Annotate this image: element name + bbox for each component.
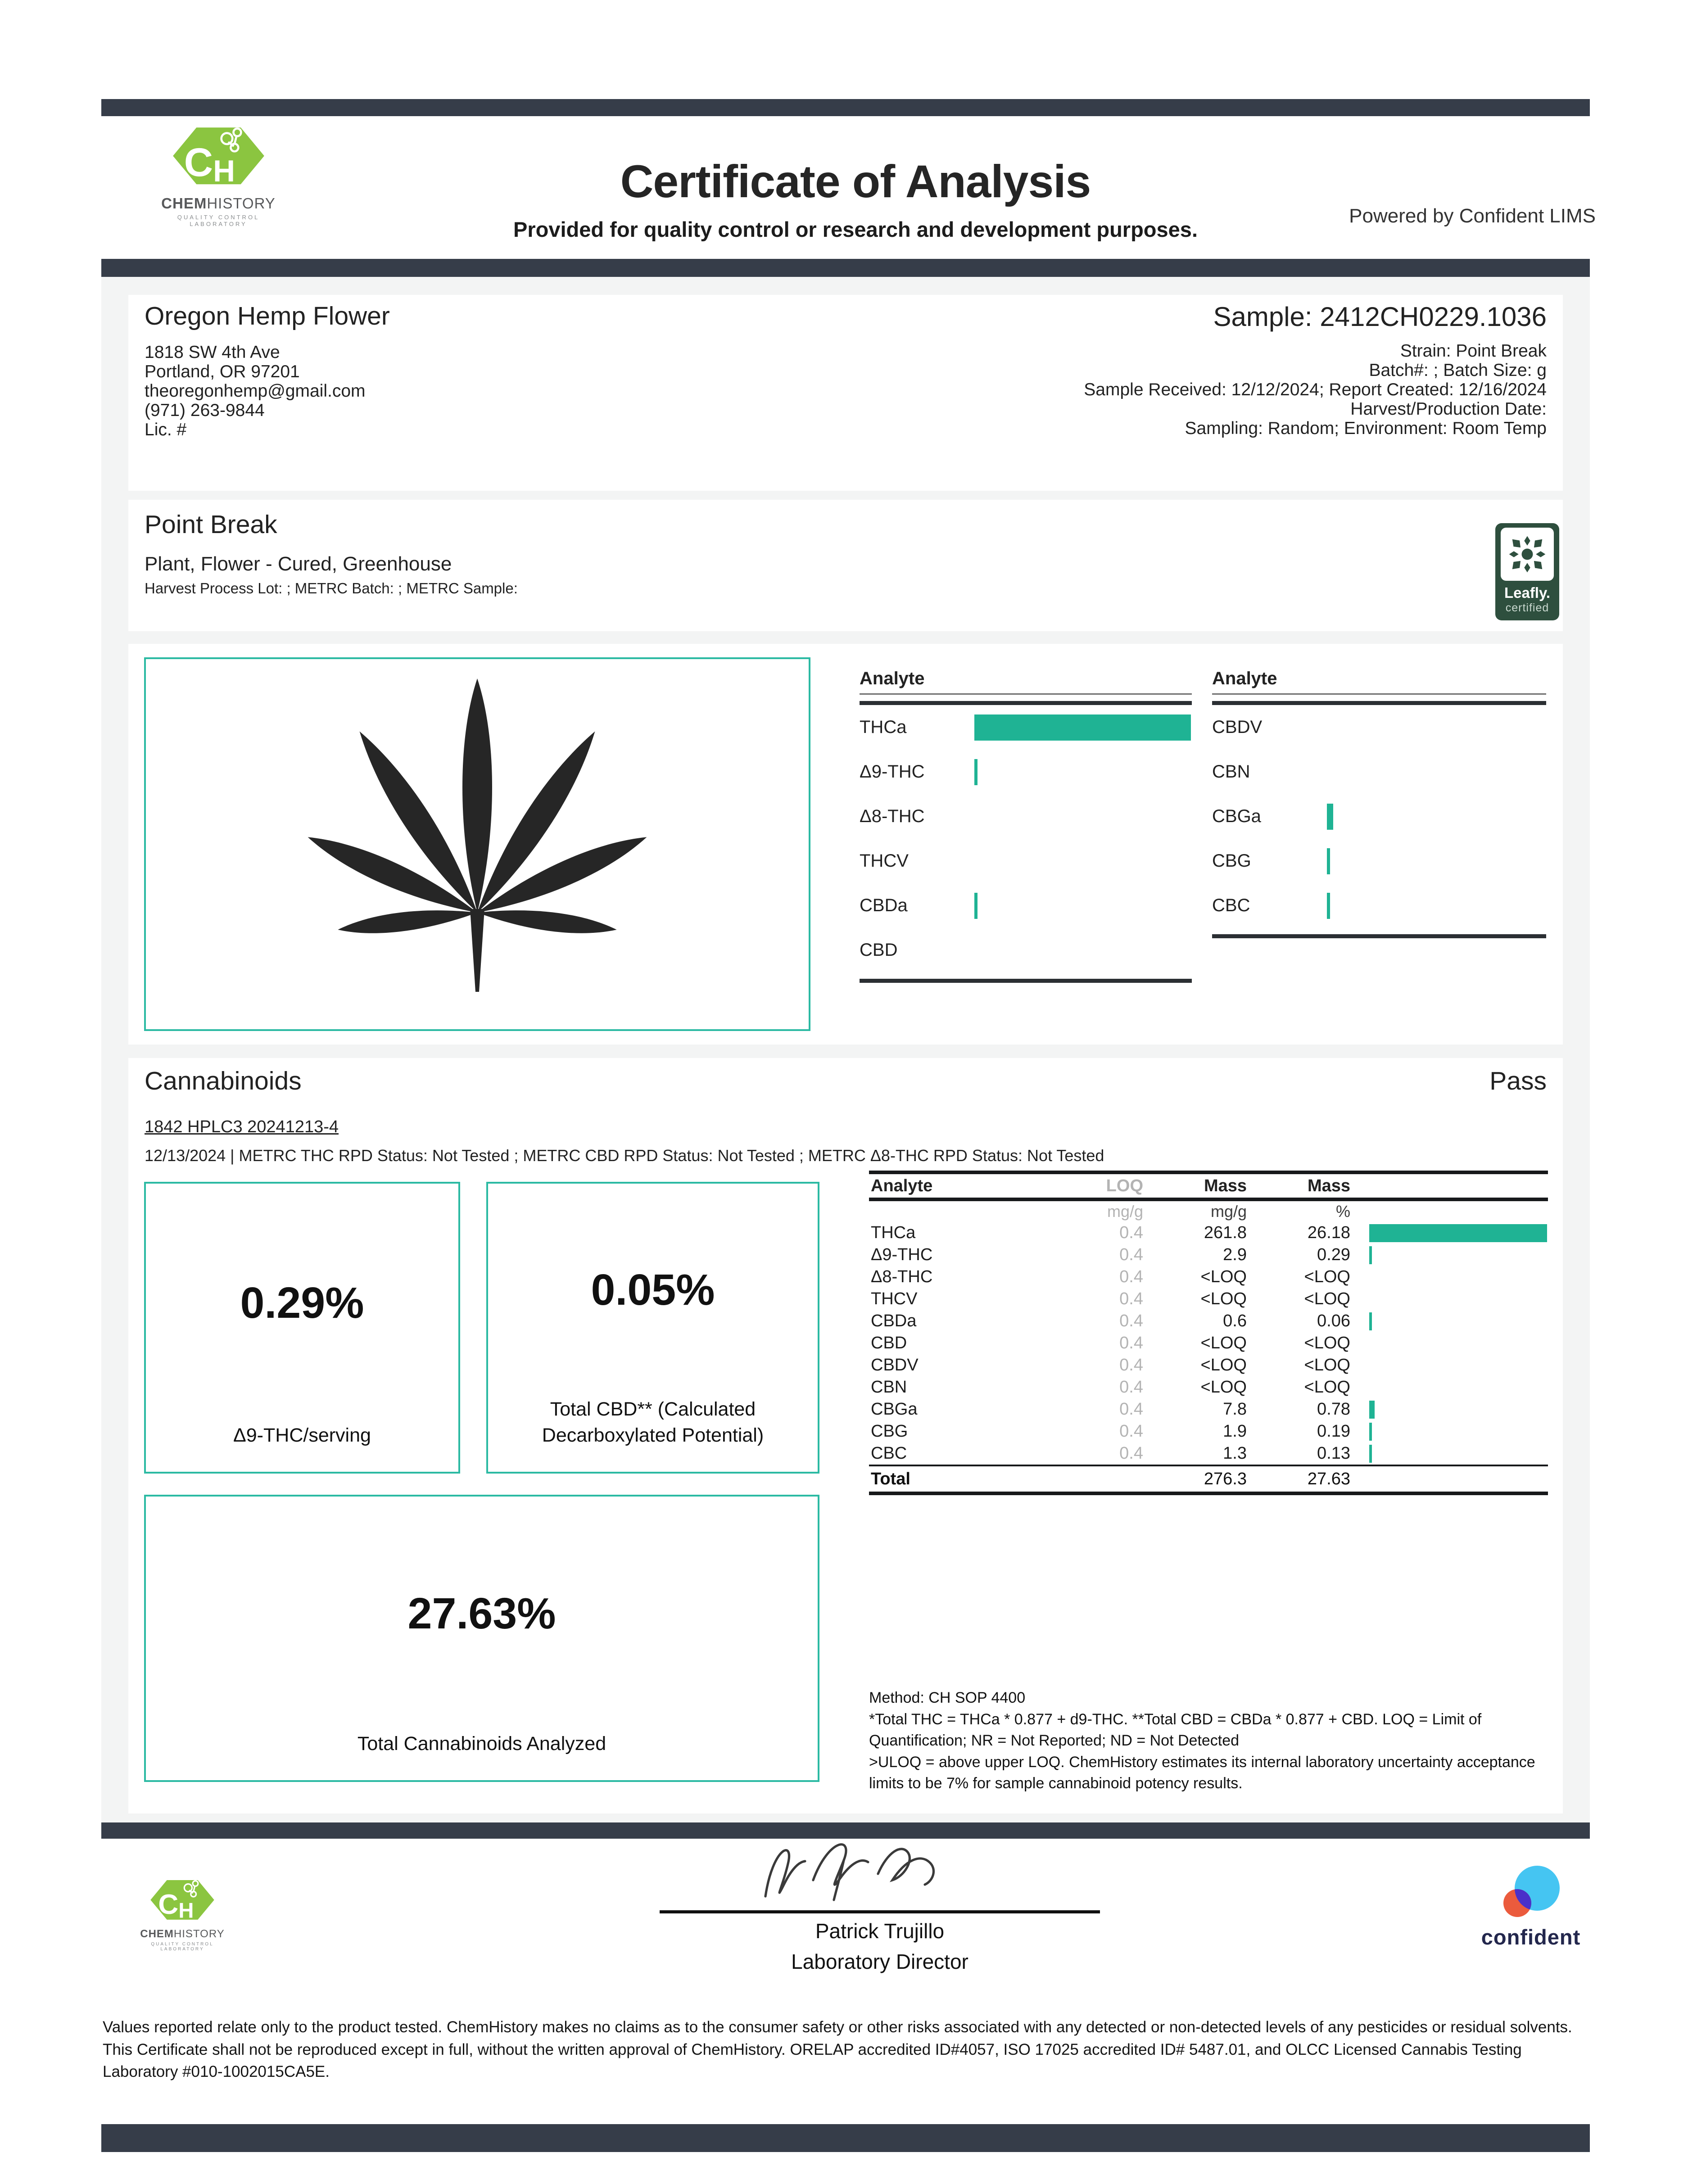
wordmark-rest: HISTORY: [207, 195, 276, 212]
cannabinoid-row: [869, 1376, 1548, 1398]
note-uloq: >ULOQ = above upper LOQ. ChemHistory estimates its internal laboratory uncertainty acceptance limits to be 7% for sample cannabinoid potency results.: [869, 1753, 1535, 1792]
confident-wordmark: confident: [1481, 1925, 1581, 1949]
strain-name: Point Break: [145, 510, 277, 539]
chemhistory-hexagon-icon: [170, 122, 267, 190]
cannabinoid-row: [869, 1310, 1548, 1332]
powered-by-label: Powered by Confident LIMS: [1349, 205, 1596, 227]
metric-label: Δ9-THC/serving: [233, 1424, 371, 1446]
chemhistory-hexagon-icon: [149, 1877, 216, 1924]
cell-bar: [1350, 1246, 1548, 1264]
analyte-bar: [974, 759, 978, 785]
cell-loq: 0.4: [1119, 1245, 1143, 1264]
cell-pct: 0.19: [1317, 1422, 1350, 1441]
cannabinoids-card: [128, 1058, 1563, 1813]
signer-title: Laboratory Director: [791, 1950, 968, 1973]
cell-loq: 0.4: [1119, 1400, 1143, 1419]
cannabinoid-bar: [1369, 1401, 1375, 1419]
cannabinoid-row: [869, 1442, 1548, 1465]
wordmark-rest: HISTORY: [173, 1928, 225, 1940]
page-bottom-bar: [101, 2124, 1590, 2152]
analyte-overview-row: [860, 705, 1192, 750]
analyte-overview-right-header: Analyte: [1212, 669, 1546, 695]
strain-metrc-line: Harvest Process Lot: ; METRC Batch: ; METRC Sample:: [145, 580, 518, 597]
note-method: Method: CH SOP 4400: [869, 1689, 1026, 1706]
cell-mass: <LOQ: [1200, 1267, 1247, 1286]
cell-bar: [1350, 1312, 1548, 1330]
sample-photo-frame: [144, 657, 810, 1031]
table-total-row: [869, 1465, 1548, 1495]
cell-loq: 0.4: [1119, 1444, 1143, 1463]
sample-id: Sample: 2412CH0229.1036: [1213, 302, 1547, 332]
chemhistory-tagline: QUALITY CONTROL LABORATORY: [151, 1942, 214, 1952]
cell-mass: 261.8: [1204, 1223, 1247, 1242]
metric-value: 0.05%: [591, 1265, 715, 1314]
cell-pct: 0.13: [1317, 1444, 1350, 1463]
cannabinoid-row: [869, 1222, 1548, 1244]
cannabinoid-row: [869, 1244, 1548, 1266]
chemhistory-logo-footer: [131, 1877, 234, 1952]
cell-analyte: THCa: [871, 1223, 916, 1242]
analyte-label: CBD: [860, 940, 898, 960]
cannabinoid-row: [869, 1288, 1548, 1310]
sample-sampling: Sampling: Random; Environment: Room Temp: [1185, 419, 1547, 438]
col-analyte: Analyte: [871, 1176, 933, 1195]
cannabinoid-bar: [1369, 1224, 1547, 1242]
client-sample-card: [128, 295, 1563, 491]
cell-loq: 0.4: [1119, 1311, 1143, 1330]
client-license: Lic. #: [145, 420, 187, 439]
analyte-overview-row: [860, 794, 1192, 839]
total-pct: 27.63: [1307, 1469, 1350, 1488]
cell-bar: [1350, 1224, 1548, 1242]
cell-mass: <LOQ: [1200, 1334, 1247, 1352]
metric-value: 0.29%: [240, 1278, 364, 1327]
cell-loq: 0.4: [1119, 1378, 1143, 1397]
cell-analyte: CBG: [871, 1422, 908, 1441]
header-divider-bar: [101, 259, 1590, 277]
cell-analyte: CBDV: [871, 1356, 919, 1375]
analyte-overview-row: [860, 928, 1192, 972]
cell-mass: 1.9: [1223, 1422, 1247, 1441]
leafly-flower-icon: [1501, 528, 1554, 581]
strain-card: [128, 500, 1563, 631]
document-subtitle: Provided for quality control or research and development purposes.: [513, 217, 1198, 241]
analyte-overview-row: [860, 883, 1192, 928]
cannabinoid-bar: [1369, 1246, 1372, 1264]
metric-total-cbd: [486, 1182, 819, 1474]
sample-strain: Strain: Point Break: [1400, 341, 1547, 361]
cannabinoid-row: [869, 1332, 1548, 1354]
cell-analyte: CBD: [871, 1334, 907, 1352]
chemhistory-wordmark: [131, 1928, 234, 1940]
analyte-overview-row: [860, 750, 1192, 794]
metric-total-cannabinoids: [144, 1495, 819, 1782]
note-formulas: *Total THC = THCa * 0.877 + d9-THC. **Total CBD = CBDa * 0.877 + CBD. LOQ = Limit of Quantification; NR = Not Reported; ND = Not Detected: [869, 1710, 1482, 1750]
analyte-overview-right-rows: [1212, 705, 1546, 928]
signer-name: Patrick Trujillo: [815, 1919, 945, 1943]
col-mass-pct: Mass: [1307, 1176, 1350, 1195]
cannabinoids-title: Cannabinoids: [145, 1067, 302, 1095]
total-mass: 276.3: [1204, 1469, 1247, 1488]
unit-loq: mg/g: [1107, 1202, 1143, 1221]
cannabinoid-row: [869, 1266, 1548, 1288]
cell-pct: 0.29: [1317, 1245, 1350, 1264]
analyte-overview-row: [860, 839, 1192, 883]
analyte-label: CBGa: [1212, 806, 1261, 826]
sample-harvest: Harvest/Production Date:: [1350, 399, 1547, 419]
analyte-label: CBN: [1212, 762, 1250, 782]
analyte-overview-row: [1212, 705, 1546, 750]
cannabinoid-row: [869, 1420, 1548, 1442]
analyte-label: CBG: [1212, 851, 1251, 871]
cannabinoids-table: [869, 1171, 1548, 1495]
metric-label: Total CBD** (Calculated Decarboxylated Potential): [542, 1398, 764, 1446]
analyte-overview-left: [860, 669, 1192, 983]
run-id: 1842 HPLC3 20241213-4: [145, 1117, 339, 1136]
cell-loq: 0.4: [1119, 1289, 1143, 1308]
analyte-overview-row: [1212, 839, 1546, 883]
signature-line: [660, 1910, 1100, 1913]
client-address1: 1818 SW 4th Ave: [145, 343, 280, 362]
table-units-row: [869, 1201, 1548, 1222]
pass-status-label: Pass: [1489, 1067, 1547, 1095]
cell-analyte: Δ8-THC: [871, 1267, 933, 1286]
analyte-bar: [1327, 893, 1330, 919]
cell-pct: <LOQ: [1304, 1289, 1350, 1308]
analyte-bar: [1327, 848, 1330, 874]
metric-label: Total Cannabinoids Analyzed: [357, 1732, 606, 1754]
leafly-wordmark: Leafly.: [1504, 584, 1551, 601]
unit-pct: %: [1335, 1202, 1350, 1221]
chemhistory-logo: [151, 122, 286, 227]
chemhistory-wordmark: [151, 195, 286, 212]
cell-pct: <LOQ: [1304, 1334, 1350, 1352]
metric-d9thc-serving: [144, 1182, 460, 1474]
cell-mass: 0.6: [1223, 1311, 1247, 1330]
metric-value: 27.63%: [407, 1588, 556, 1638]
cell-loq: 0.4: [1119, 1267, 1143, 1286]
analyte-label: THCV: [860, 851, 909, 871]
cell-pct: <LOQ: [1304, 1356, 1350, 1375]
overview-card: [128, 644, 1563, 1045]
cell-mass: <LOQ: [1200, 1378, 1247, 1397]
cell-pct: <LOQ: [1304, 1378, 1350, 1397]
cell-analyte: CBGa: [871, 1400, 918, 1419]
cell-loq: 0.4: [1119, 1422, 1143, 1441]
analyte-label: CBDV: [1212, 717, 1263, 737]
cell-mass: 7.8: [1223, 1400, 1247, 1419]
cell-bar: [1350, 1423, 1548, 1441]
method-notes: [869, 1687, 1548, 1795]
cell-pct: 0.78: [1317, 1400, 1350, 1419]
wordmark-bold: CHEM: [140, 1928, 174, 1940]
cannabinoid-row: [869, 1398, 1548, 1420]
analyte-label: THCa: [860, 717, 907, 737]
leafly-certified-label: certified: [1505, 601, 1549, 614]
analyte-bar: [974, 714, 1191, 741]
cell-bar: [1350, 1401, 1548, 1419]
analyte-bar: [1327, 804, 1333, 830]
cell-pct: <LOQ: [1304, 1267, 1350, 1286]
cell-analyte: Δ9-THC: [871, 1245, 933, 1264]
client-phone: (971) 263-9844: [145, 401, 265, 420]
analyte-label: Δ9-THC: [860, 762, 925, 782]
cannabinoid-bar: [1369, 1423, 1372, 1441]
cannabis-leaf-image: [279, 664, 675, 1024]
strain-type: Plant, Flower - Cured, Greenhouse: [145, 553, 452, 575]
analyte-overview-row: [1212, 750, 1546, 794]
cell-mass: <LOQ: [1200, 1289, 1247, 1308]
rule: [1212, 701, 1546, 705]
cell-analyte: CBN: [871, 1378, 907, 1397]
cell-analyte: CBC: [871, 1444, 907, 1463]
metrc-status-line: 12/13/2024 | METRC THC RPD Status: Not Tested ; METRC CBD RPD Status: Not Tested ; METRC Δ8-THC RPD Status: Not Tested: [145, 1146, 1104, 1165]
cannabinoid-bar: [1369, 1445, 1372, 1463]
analyte-label: CBC: [1212, 895, 1250, 915]
client-name: Oregon Hemp Flower: [145, 302, 390, 330]
col-mass: Mass: [1204, 1176, 1247, 1195]
analyte-label: CBDa: [860, 895, 908, 915]
top-divider-bar: [101, 99, 1590, 116]
analyte-overview-left-header: Analyte: [860, 669, 1192, 695]
cell-analyte: CBDa: [871, 1311, 917, 1330]
cell-pct: 26.18: [1307, 1223, 1350, 1242]
wordmark-bold: CHEM: [161, 195, 207, 212]
cell-mass: <LOQ: [1200, 1356, 1247, 1375]
client-address2: Portland, OR 97201: [145, 362, 300, 381]
signature-image: [743, 1833, 1013, 1905]
client-email: theoregonhemp@gmail.com: [145, 381, 366, 401]
analyte-overview-row: [1212, 883, 1546, 928]
confident-lims-icon: [1479, 1860, 1583, 1921]
analyte-label: Δ8-THC: [860, 806, 925, 826]
sample-batch: Batch#: ; Batch Size: g: [1369, 361, 1547, 380]
cell-loq: 0.4: [1119, 1223, 1143, 1242]
sample-received: Sample Received: 12/12/2024; Report Created: 12/16/2024: [1084, 380, 1547, 399]
rule: [860, 979, 1192, 983]
col-loq: LOQ: [1106, 1176, 1143, 1195]
cell-mass: 1.3: [1223, 1444, 1247, 1463]
cannabinoid-bar: [1369, 1312, 1372, 1330]
legal-disclaimer: Values reported relate only to the product tested. ChemHistory makes no claims as to the consumer safety or other risks associated with any detected or non-detected levels of any pesticides or residual solvents. This Certificate shall not be reproduced except in full, without the written approval of ChemHistory. ORELAP accredited ID#4057, ISO 17025 accredited ID# 5487.01, and OLCC Licensed Cannabis Testing Laboratory #010-1002015CA5E.: [103, 2018, 1572, 2081]
table-header-row: [869, 1174, 1548, 1201]
total-label: Total: [871, 1469, 910, 1488]
cell-bar: [1350, 1445, 1548, 1463]
analyte-overview-row: [1212, 794, 1546, 839]
cannabinoid-row: [869, 1354, 1548, 1376]
sample-info: [1084, 301, 1547, 438]
rule: [860, 701, 1192, 705]
cell-mass: 2.9: [1223, 1245, 1247, 1264]
analyte-overview-left-rows: [860, 705, 1192, 972]
analyte-bar: [974, 893, 978, 919]
unit-mass: mg/g: [1210, 1202, 1247, 1221]
leafly-certified-badge: [1495, 523, 1559, 620]
cell-loq: 0.4: [1119, 1356, 1143, 1375]
table-body: [869, 1222, 1548, 1465]
cell-pct: 0.06: [1317, 1311, 1350, 1330]
cell-analyte: THCV: [871, 1289, 918, 1308]
client-info: [145, 301, 390, 439]
chemhistory-tagline: QUALITY CONTROL LABORATORY: [177, 214, 260, 227]
cell-loq: 0.4: [1119, 1334, 1143, 1352]
analyte-overview-right: [1212, 669, 1546, 938]
rule: [1212, 934, 1546, 938]
document-title: Certificate of Analysis: [620, 156, 1091, 207]
